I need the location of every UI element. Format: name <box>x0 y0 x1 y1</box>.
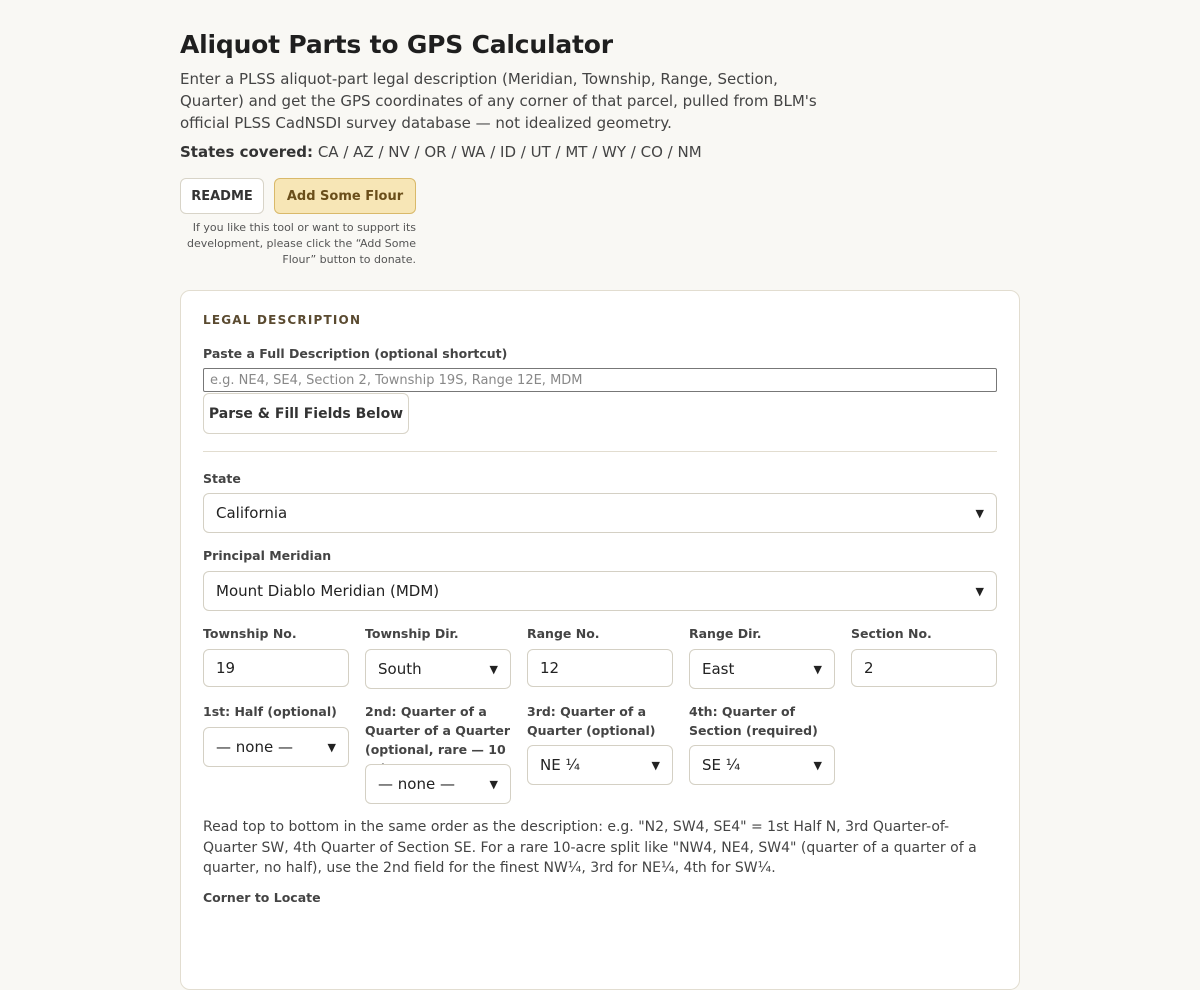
chevron-down-icon: ▼ <box>651 758 660 772</box>
qq-value: NE ¼ <box>540 756 581 774</box>
section-no-label: Section No. <box>851 626 932 641</box>
q-select[interactable] <box>689 745 835 785</box>
chevron-down-icon: ▼ <box>975 584 984 598</box>
states-value: CA / AZ / NV / OR / WA / ID / UT / MT / WY / CO / NM <box>317 143 702 161</box>
readme-button[interactable]: README <box>180 178 264 214</box>
township-no-label: Township No. <box>203 626 297 641</box>
township-no-value: 19 <box>216 659 236 677</box>
range-no-value: 12 <box>540 659 560 677</box>
qqq-value: — none — <box>378 775 455 793</box>
township-dir-select[interactable] <box>365 649 511 689</box>
add-some-flour-button[interactable]: Add Some Flour <box>274 178 416 214</box>
chevron-down-icon: ▼ <box>489 777 498 791</box>
township-dir-label: Township Dir. <box>365 626 459 641</box>
meridian-select-value: Mount Diablo Meridian (MDM) <box>216 582 440 600</box>
chevron-down-icon: ▼ <box>813 758 822 772</box>
page-title: Aliquot Parts to GPS Calculator <box>180 30 613 59</box>
range-dir-value: East <box>702 660 735 678</box>
meridian-select[interactable] <box>203 571 997 611</box>
divider <box>203 451 997 452</box>
section-no-input[interactable] <box>851 649 997 687</box>
q-label: 4th: Quarter of Section (required) <box>689 704 818 738</box>
parse-fill-button[interactable]: Parse & Fill Fields Below <box>203 393 409 434</box>
q-value: SE ¼ <box>702 756 741 774</box>
qqq-select[interactable] <box>365 764 511 804</box>
donate-note: If you like this tool or want to support its development, please click the “Add Some Flour” button to donate. <box>187 221 416 266</box>
chevron-down-icon: ▼ <box>327 740 336 754</box>
states-label: States covered: <box>180 143 314 161</box>
half-label: 1st: Half (optional) <box>203 704 337 719</box>
range-no-label: Range No. <box>527 626 600 641</box>
chevron-down-icon: ▼ <box>975 506 984 520</box>
range-dir-select[interactable] <box>689 649 835 689</box>
chevron-down-icon: ▼ <box>489 662 498 676</box>
chevron-down-icon: ▼ <box>813 662 822 676</box>
paste-description-input[interactable] <box>203 368 997 392</box>
section-no-value: 2 <box>864 659 874 677</box>
half-value: — none — <box>216 738 293 756</box>
qq-select[interactable] <box>527 745 673 785</box>
paste-label: Paste a Full Description (optional shortcut) <box>203 346 508 361</box>
section-title: LEGAL DESCRIPTION <box>203 313 362 327</box>
corner-label: Corner to Locate <box>203 890 321 905</box>
state-select-value: California <box>216 504 288 522</box>
township-dir-value: South <box>378 660 422 678</box>
legal-description-card <box>180 290 1020 990</box>
state-select[interactable] <box>203 493 997 533</box>
township-no-input[interactable] <box>203 649 349 687</box>
states-covered <box>180 141 702 163</box>
meridian-label: Principal Meridian <box>203 548 332 563</box>
intro-text: Enter a PLSS aliquot-part legal description (Meridian, Township, Range, Section, Quarter) and get the GPS coordinates of any corner of that parcel, pulled from BLM's official PLSS CadNSDI survey database — not idealized geometry. <box>180 70 817 132</box>
qqq-label: 2nd: Quarter of a Quarter of a Quarter (optional, rare — 10 <box>365 704 511 757</box>
range-dir-label: Range Dir. <box>689 626 762 641</box>
help-text: Read top to bottom in the same order as the description: e.g. "N2, SW4, SE4" = 1st Half N, 3rd Quarter-of-Quarter SW, 4th Quarter of Section SE. For a rare 10-acre split like "NW4, NE4, SW4" (quarter of a quarter of a quarter, no half), use the 2nd field for the finest NW¼, 3rd for NE¼, 4th for SW¼. <box>203 819 977 876</box>
state-label: State <box>203 471 241 486</box>
qq-label: 3rd: Quarter of a Quarter (optional) <box>527 704 656 738</box>
range-no-input[interactable] <box>527 649 673 687</box>
half-select[interactable] <box>203 727 349 767</box>
